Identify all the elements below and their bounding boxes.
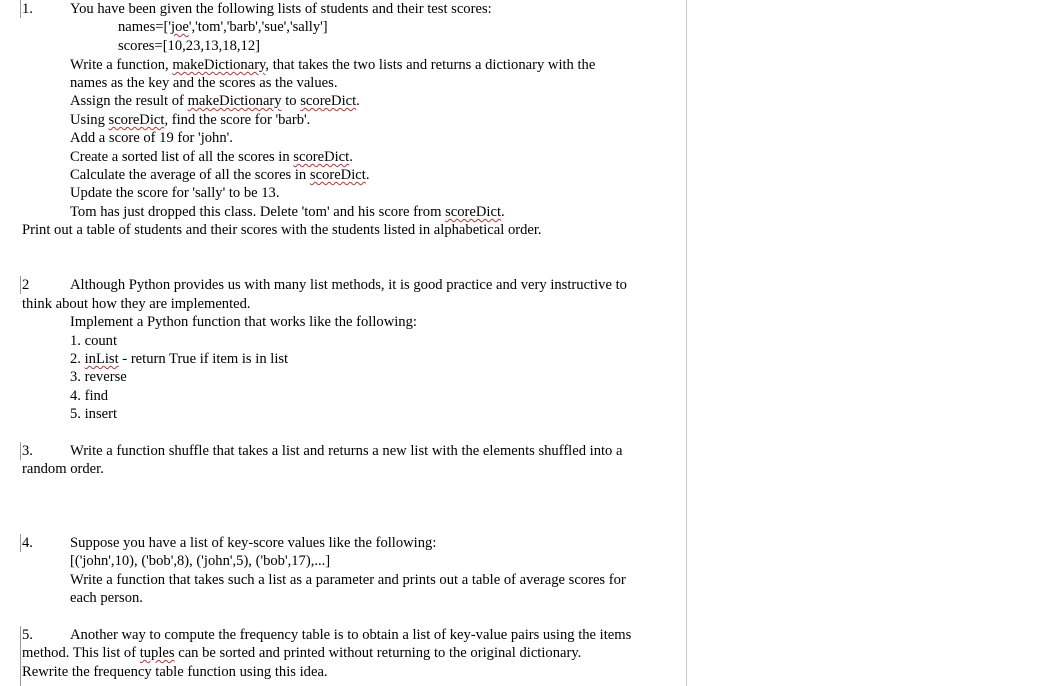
q2-item-insert: 5. insert bbox=[70, 406, 118, 422]
q4-line2: [('john',10), ('bob',8), ('john',5), ('bob',17),...] bbox=[70, 553, 331, 569]
q2-line3: Implement a Python function that works like the following: bbox=[70, 314, 417, 330]
q4-line3: Write a function that takes such a list as a parameter and prints out a table of average scores for bbox=[70, 572, 626, 588]
spellcheck-word[interactable]: makeDictionary bbox=[172, 57, 266, 73]
q2-number: 2 bbox=[22, 277, 30, 293]
q1-average-line: Calculate the average of all the scores in scoreDict. bbox=[70, 167, 370, 183]
q5-line2: method. This list of tuples can be sorted and printed without returning to the original dictionary. bbox=[22, 645, 582, 661]
spellcheck-word[interactable]: scoreDict bbox=[445, 204, 502, 220]
q2-line1: Although Python provides us with many list methods, it is good practice and very instructive to bbox=[70, 277, 627, 293]
q4-line1: Suppose you have a list of key-score values like the following: bbox=[70, 535, 437, 551]
q2-item-count: 1. count bbox=[70, 333, 118, 349]
q1-scores-line: scores=[10,23,13,18,12] bbox=[118, 38, 260, 54]
spellcheck-word[interactable]: inList bbox=[84, 351, 119, 367]
q3-line2: random order. bbox=[22, 461, 104, 477]
q1-update-line: Update the score for 'sally' to be 13. bbox=[70, 185, 280, 201]
spellcheck-word[interactable]: joe bbox=[171, 19, 189, 35]
q5-line1: Another way to compute the frequency table is to obtain a list of key-value pairs using the items bbox=[70, 627, 632, 643]
paragraph-mark bbox=[20, 442, 21, 460]
q4-number: 4. bbox=[22, 535, 33, 551]
q2-item-reverse: 3. reverse bbox=[70, 369, 127, 385]
spellcheck-word[interactable]: scoreDict bbox=[293, 149, 350, 165]
q5-line3: Rewrite the frequency table function using this idea. bbox=[22, 664, 328, 680]
paragraph-mark bbox=[20, 626, 21, 686]
spellcheck-word[interactable]: scoreDict bbox=[108, 112, 165, 128]
q1-using-line: Using scoreDict, find the score for 'barb'. bbox=[70, 112, 311, 128]
spellcheck-word[interactable]: tuples bbox=[139, 645, 175, 661]
q1-write-line: Write a function, makeDictionary, that takes the two lists and returns a dictionary with the bbox=[70, 57, 596, 73]
q1-sorted-line: Create a sorted list of all the scores in scoreDict. bbox=[70, 149, 353, 165]
spellcheck-word[interactable]: scoreDict bbox=[309, 167, 366, 183]
q3-line1: Write a function shuffle that takes a list and returns a new list with the elements shuffled into a bbox=[70, 443, 623, 459]
q1-add-line: Add a score of 19 for 'john'. bbox=[70, 130, 233, 146]
q2-line2: think about how they are implemented. bbox=[22, 296, 251, 312]
spellcheck-word[interactable]: makeDictionary bbox=[187, 93, 282, 109]
q2-item-find: 4. find bbox=[70, 388, 109, 404]
paragraph-mark bbox=[20, 0, 21, 18]
q5-number: 5. bbox=[22, 627, 33, 643]
right-margin-line bbox=[686, 0, 687, 686]
q1-intro: You have been given the following lists of students and their test scores: bbox=[70, 1, 492, 17]
paragraph-mark bbox=[20, 534, 21, 552]
q2-item-inlist: 2. inList - return True if item is in list bbox=[70, 351, 289, 367]
q1-tom-line: Tom has just dropped this class. Delete 'tom' and his score from scoreDict. bbox=[70, 204, 505, 220]
q3-number: 3. bbox=[22, 443, 33, 459]
q1-write-cont: names as the key and the scores as the values. bbox=[70, 75, 338, 91]
q1-assign-line: Assign the result of makeDictionary to scoreDict. bbox=[70, 93, 360, 109]
q1-names-line: names=['joe','tom','barb','sue','sally'] bbox=[118, 19, 328, 35]
q1-number: 1. bbox=[22, 1, 33, 17]
paragraph-mark bbox=[20, 276, 21, 294]
q1-print-line: Print out a table of students and their scores with the students listed in alphabetical order. bbox=[22, 222, 542, 238]
spellcheck-word[interactable]: scoreDict bbox=[300, 93, 357, 109]
q4-line4: each person. bbox=[70, 590, 143, 606]
